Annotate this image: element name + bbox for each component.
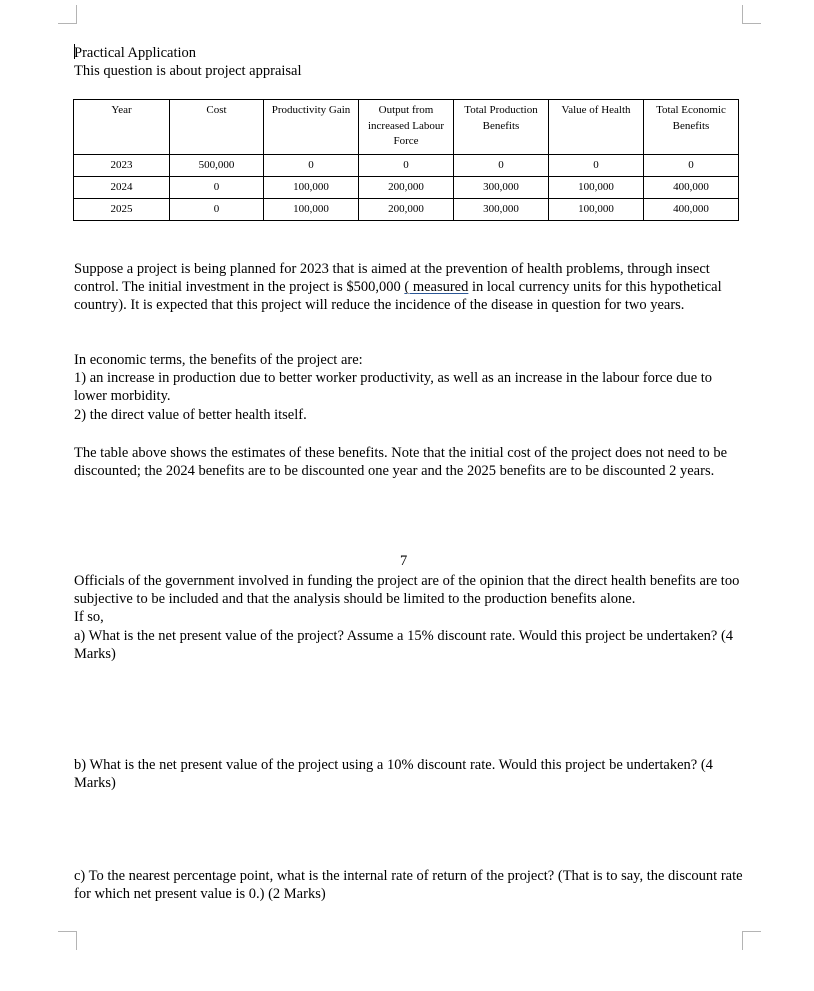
column-header-total-production-benefits: Total Production Benefits bbox=[454, 100, 549, 155]
table-row bbox=[74, 155, 739, 177]
table-note-paragraph bbox=[74, 444, 744, 480]
if-so-text: If so, bbox=[74, 609, 104, 626]
table-cell: 400,000 bbox=[644, 177, 739, 199]
table-cell: 200,000 bbox=[359, 177, 454, 199]
table-cell: 0 bbox=[170, 199, 264, 221]
column-header-total-economic-benefits: Total Economic Benefits bbox=[644, 100, 739, 155]
benefits-line: In economic terms, the benefits of the project are: bbox=[74, 352, 363, 368]
table-cell: 400,000 bbox=[644, 199, 739, 221]
heading-subtitle: This question is about project appraisal bbox=[74, 63, 302, 79]
column-header-cost: Cost bbox=[170, 100, 264, 155]
question-b-paragraph bbox=[74, 756, 744, 792]
question-a: a) What is the net present value of the project? Assume a 15% discount rate. Would this project be undertaken? (4 Marks) bbox=[74, 627, 734, 662]
question-c: c) To the nearest percentage point, what is the internal rate of return of the project? (That is to say, the discount rate for which net present value is 0.) (2 Marks) bbox=[74, 868, 743, 903]
column-header-year: Year bbox=[74, 100, 170, 155]
table-cell: 2024 bbox=[74, 177, 170, 199]
page-corner-bottom-left bbox=[58, 931, 77, 950]
table-cell: 100,000 bbox=[264, 199, 359, 221]
heading-title: Practical Application bbox=[74, 45, 197, 61]
table-cell: 0 bbox=[264, 155, 359, 177]
table-cell: 100,000 bbox=[549, 177, 644, 199]
benefits-line: 1) an increase in production due to better worker productivity, as well as an increase in the labour force due to lower morbidity. bbox=[74, 370, 713, 405]
table-cell: 2025 bbox=[74, 199, 170, 221]
table-cell: 0 bbox=[549, 155, 644, 177]
column-header-productivity-gain: Productivity Gain bbox=[264, 100, 359, 155]
page-corner-top-right bbox=[742, 5, 761, 24]
officials-paragraph bbox=[74, 572, 744, 663]
column-header-output-labour-force: Output from increased Labour Force bbox=[359, 100, 454, 155]
document-heading bbox=[74, 44, 302, 80]
officials-text: Officials of the government involved in funding the project are of the opinion that the direct health benefits are too subjective to be included and that the analysis should be limited to the production benefits alone. bbox=[74, 573, 740, 608]
table-cell: 0 bbox=[359, 155, 454, 177]
question-c-paragraph bbox=[74, 867, 744, 903]
table-note: The table above shows the estimates of these benefits. Note that the initial cost of the project does not need to be discounted; the 2024 benefits are to be discounted one year and the 2025 benefits are to be discounted 2 years. bbox=[74, 445, 728, 480]
table-cell: 2023 bbox=[74, 155, 170, 177]
table-cell: 0 bbox=[454, 155, 549, 177]
spellcheck-underlined-text: ( measured bbox=[404, 279, 469, 296]
table-row bbox=[74, 177, 739, 199]
table-cell: 500,000 bbox=[170, 155, 264, 177]
table-header-row bbox=[74, 100, 739, 155]
intro-text-after: in local currency units for this hypothetical country). It is expected that this project will reduce the incidence of the disease in question for two years. bbox=[74, 279, 722, 314]
table-cell: 100,000 bbox=[264, 177, 359, 199]
heading-title-line[interactable] bbox=[74, 44, 302, 62]
column-header-value-of-health: Value of Health bbox=[549, 100, 644, 155]
table-cell: 0 bbox=[644, 155, 739, 177]
intro-text-before: Suppose a project is being planned for 2023 that is aimed at the prevention of health problems, through insect control. The initial investment in the project is $500,000 bbox=[74, 261, 710, 296]
benefits-table bbox=[73, 99, 739, 221]
page-corner-bottom-right bbox=[742, 931, 761, 950]
table-cell: 100,000 bbox=[549, 199, 644, 221]
intro-paragraph bbox=[74, 260, 744, 315]
benefits-line: 2) the direct value of better health itself. bbox=[74, 406, 307, 423]
page-number: 7 bbox=[400, 553, 408, 569]
page-corner-top-left bbox=[58, 5, 77, 24]
table-cell: 0 bbox=[170, 177, 264, 199]
table-row bbox=[74, 199, 739, 221]
table-cell: 300,000 bbox=[454, 199, 549, 221]
question-b: b) What is the net present value of the project using a 10% discount rate. Would this project be undertaken? (4 Marks) bbox=[74, 757, 713, 792]
table-cell: 200,000 bbox=[359, 199, 454, 221]
benefits-paragraph bbox=[74, 351, 744, 424]
table-cell: 300,000 bbox=[454, 177, 549, 199]
